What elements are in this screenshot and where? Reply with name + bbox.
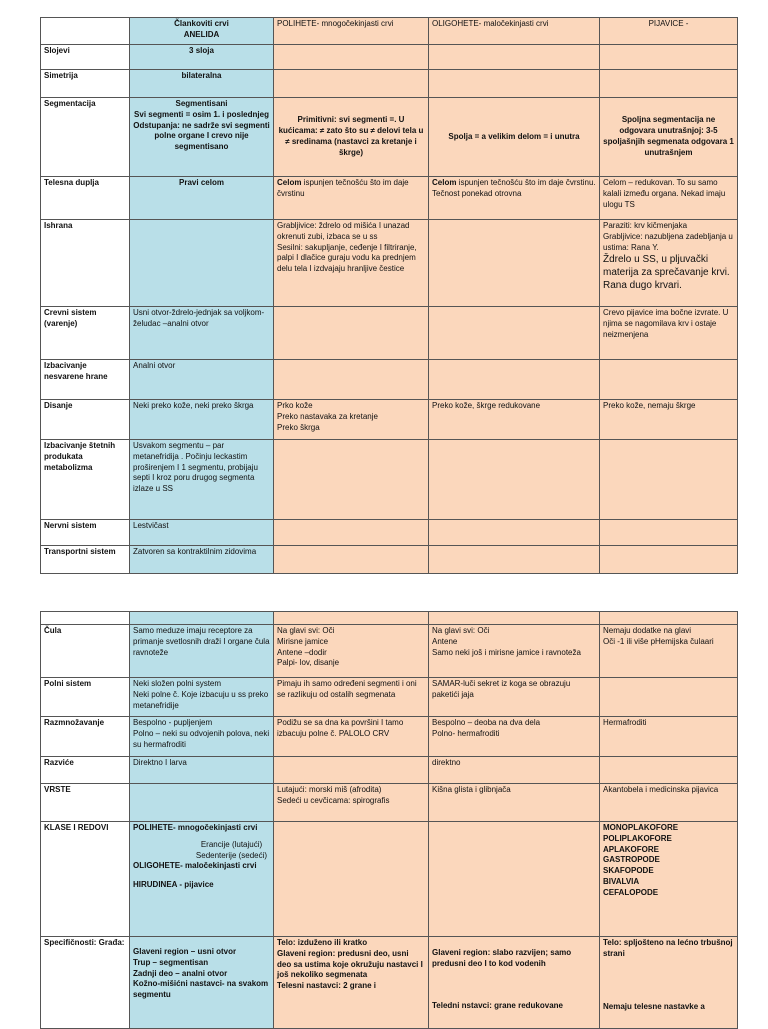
table-row [41,678,738,717]
cell-polihete [274,70,429,98]
order-sedenterije: Sedenterije (sedeći) [195,850,268,860]
cell-pijavice: Preko kože, nemaju škrge [600,400,738,440]
cell-text: Paraziti: krv kičmenjaka Grabljivice: nazubljena zadebljanja u ustima: Rana Y. [603,221,733,252]
table-header-row [41,18,738,45]
cell-anelida: Neki složen polni system Neki polne č. Koje izbacuju u ss preko metanefridije [130,678,274,717]
term-celom: Celom [432,178,457,187]
cell-anelida [130,822,274,937]
cell-oligohete [429,520,600,546]
cell-pijavice [600,546,738,574]
table-row [41,307,738,360]
cell-polihete [274,520,429,546]
term-celom: Celom [277,178,302,187]
header-cell-polihete: POLIHETE- mnogočekinjasti crvi [274,18,429,45]
table-row [41,625,738,678]
cell-oligohete: Na glavi svi: Oči Antene Samo neki još i mirisne jamice i ravnoteža [429,625,600,678]
cell-polihete [274,822,429,937]
cell-oligohete [429,220,600,307]
cell-polihete [274,45,429,70]
cell-polihete: Podižu se sa dna ka površini I tamo izbacuju polne č. PALOLO CRV [274,717,429,757]
row-label: Disanje [41,400,130,440]
cell-pijavice [600,440,738,520]
cell-polihete [274,360,429,400]
cell-pijavice [600,360,738,400]
cell-anelida: Analni otvor [130,360,274,400]
header-cell-anelida [130,18,274,45]
cell-polihete: Grabljivice: ždrelo od mišića I unazad okrenuti zubi, izbaca se u ss Sesilni: sakupljanje, ceđenje I filtriranje, palpi I dlačice guraju vodu ka prednjem delu tela I izdvajaju hranljive čestice [274,220,429,307]
comparison-table-2 [40,611,738,1029]
row-label: Crevni sistem (varenje) [41,307,130,360]
header-cell-empty [41,612,130,625]
cell-pijavice [600,70,738,98]
row-label: VRSTE [41,784,130,822]
cell-text: Nemaju telesne nastavke a [603,1001,705,1011]
cell-polihete: Lutajući: morski miš (afrodita) Sedeći u cevčicama: spirografis [274,784,429,822]
row-label: Simetrija [41,70,130,98]
cell-anelida [130,220,274,307]
header-cell-anelida [130,612,274,625]
cell-pijavice: Crevo pijavice ima bočne izvrate. U njima se nagomilava krv i ostaje neizmenjena [600,307,738,360]
cell-polihete [274,546,429,574]
cell-pijavice [600,220,738,307]
table-row [41,400,738,440]
row-label: Izbacivanje štetnih produkata metabolizma [41,440,130,520]
table-row [41,757,738,784]
row-label: Polni sistem [41,678,130,717]
header-cell-pijavice: PIJAVICE - [600,18,738,45]
cell-polihete [274,307,429,360]
cell-anelida: Usvakom segmentu – par metanefridija . Počinju leckastim proširenjem I 1 segmentu, probijaju septi I kroz poru drugog segmenta izlaze u SS [130,440,274,520]
cell-text: ispunjen tečnošću što im daje čvrstinu [277,178,409,198]
header-cell-oligohete: OLIGOHETE- maločekinjasti crvi [429,18,600,45]
row-label: Razviće [41,757,130,784]
cell-polihete: Pimaju ih samo određeni segmenti i oni se razlikuju od ostalih segmenata [274,678,429,717]
cell-polihete: Primitivni: svi segmenti =. U kućicama: ≠ zato što su ≠ delovi tela u ≠ sredinama (nastavci za kretanje i škrge) [274,98,429,177]
cell-oligohete [429,440,600,520]
header-cell-empty [41,18,130,45]
cell-pijavice [600,937,738,1029]
cell-pijavice: Celom – redukovan. To su samo kalali između organa. Nekad imaju ulogu TS [600,177,738,220]
cell-anelida: Zatvoren sa kontraktilnim zidovima [130,546,274,574]
cell-oligohete [429,546,600,574]
cell-oligohete [429,307,600,360]
table-row [41,177,738,220]
row-label: Slojevi [41,45,130,70]
row-label: Čula [41,625,130,678]
table-row [41,220,738,307]
cell-polihete: Telo: izduženo ili kratko Glaveni region: predusni deo, usni deo sa ustima koje okružuju nastavci I još nekoliko segmenata Telesni nastavci: 2 grane i [274,937,429,1029]
cell-anelida: Usni otvor-ždrelo-jednjak sa voljkom-želudac –analni otvor [130,307,274,360]
table-row [41,546,738,574]
cell-oligohete: Preko kože, škrge redukovane [429,400,600,440]
cell-polihete [274,757,429,784]
row-label: Specifičnosti: Građa: [41,937,130,1029]
cell-pijavice [600,45,738,70]
cell-anelida: Segmentisani Svi segmenti = osim 1. i poslednjeg Odstupanja: ne sadrže svi segmenti polne organe I crevo nije segmentisano [130,98,274,177]
table-row [41,822,738,937]
order-erancije: Erancije (lutajući) [200,839,263,849]
row-label: Telesna duplja [41,177,130,220]
cell-text-large: Ždrelo u SS, u pljuvački materija za sprečavanje krvi. Rana dugo krvari. [603,254,730,292]
cell-pijavice: Spoljna segmentacija ne odgovara unutrašnjoj: 3-5 spoljašnjih segmenata odgovara 1 unutrašnjem [600,98,738,177]
table-row [41,520,738,546]
cell-oligohete [429,70,600,98]
class-oligohete: OLIGOHETE- maločekinjasti crvi [133,861,257,871]
cell-anelida: bilateralna [130,70,274,98]
table-row [41,440,738,520]
cell-anelida: Glaveni region – usni otvor Trup – segmentisan Zadnji deo – analni otvor Kožno-mišićni nastavci- na svakom segmentu [130,937,274,1029]
table-row [41,98,738,177]
cell-oligohete: Kišna glista i glibnjača [429,784,600,822]
cell-oligohete [429,822,600,937]
cell-polihete: Na glavi svi: Oči Mirisne jamice Antene –dodir Palpi- lov, disanje [274,625,429,678]
cell-anelida [130,784,274,822]
table-row [41,70,738,98]
cell-pijavice [600,520,738,546]
table-row [41,784,738,822]
spacer [133,872,270,880]
cell-pijavice: Nemaju dodatke na glavi Oči -1 ili više pHemijska čulaari [600,625,738,678]
cell-anelida: Pravi celom [130,177,274,220]
cell-anelida: Neki preko kože, neki preko škrga [130,400,274,440]
header-subtitle: ANELIDA [183,29,220,39]
cell-oligohete: SAMAR-luči sekret iz koga se obrazuju paketići jaja [429,678,600,717]
table-header-row [41,612,738,625]
table-row [41,360,738,400]
row-label: Transportni sistem [41,546,130,574]
header-cell-oligohete [429,612,600,625]
table-row [41,45,738,70]
cell-oligohete [429,177,600,220]
cell-oligohete: direktno [429,757,600,784]
cell-pijavice: Akantobela i medicinska pijavica [600,784,738,822]
row-label: Nervni sistem [41,520,130,546]
cell-pijavice [600,757,738,784]
cell-polihete [274,440,429,520]
header-cell-polihete [274,612,429,625]
cell-text: ispunjen tečnošću što im daje čvrstinu. Tečnost ponekad otrovna [432,178,596,198]
cell-anelida: Samo meduze imaju receptore za primanje svetlosnih draži I organe čula ravnoteže [130,625,274,678]
cell-anelida: Lestvičast [130,520,274,546]
table-row [41,937,738,1029]
cell-text: Teledni nstavci: grane redukovane [432,1000,564,1010]
row-label: KLASE I REDOVI [41,822,130,937]
cell-text: Telo: spljošteno na lećno trbušnoj strani [603,938,733,958]
cell-pijavice: MONOPLAKOFORE POLIPLAKOFORE APLAKOFORE GASTROPODE SKAFOPODE BIVALVIA CEFALOPODE [600,822,738,937]
cell-anelida: Bespolno - pupljenjem Polno – neki su odvojenih polova, neki su hermafroditi [130,717,274,757]
cell-anelida: 3 sloja [130,45,274,70]
class-hirudinea: HIRUDINEA - pijavice [133,880,214,890]
cell-pijavice [600,678,738,717]
cell-polihete [274,177,429,220]
cell-oligohete [429,45,600,70]
cell-oligohete [429,937,600,1029]
row-label: Razmnožavanje [41,717,130,757]
cell-oligohete: Spolja = a velikim delom = i unutra [429,98,600,177]
cell-text: Glaveni region: slabo razvijen; samo predusni deo I to kod vodenih [432,948,572,968]
row-label: Segmentacija [41,98,130,177]
header-cell-pijavice [600,612,738,625]
cell-oligohete: Bespolno – deoba na dva dela Polno- hermafroditi [429,717,600,757]
class-polihete: POLIHETE- mnogočekinjasti crvi [133,823,258,832]
cell-pijavice: Hermafroditi [600,717,738,757]
table-row [41,717,738,757]
cell-anelida: Direktno I larva [130,757,274,784]
cell-oligohete [429,360,600,400]
row-label: Ishrana [41,220,130,307]
cell-polihete: Prko kože Preko nastavaka za kretanje Preko škrga [274,400,429,440]
comparison-table-1 [40,17,738,574]
row-label: Izbacivanje nesvarene hrane [41,360,130,400]
header-title: Člankoviti crvi [174,19,229,28]
